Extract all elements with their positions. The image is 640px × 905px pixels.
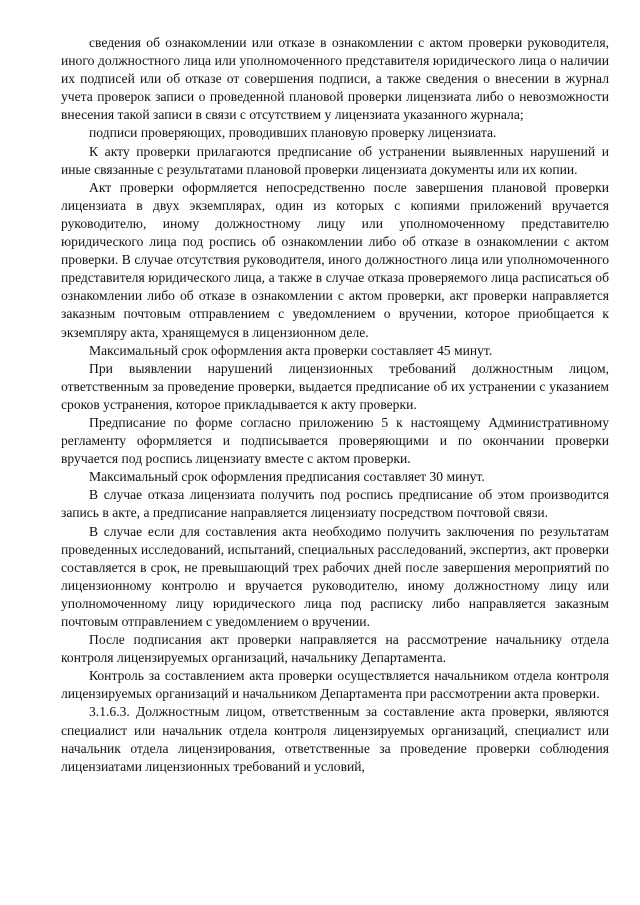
paragraph: Контроль за составлением акта проверки осуществляется начальником отдела контроля лицензируемых организаций и начальником Департамента при рассмотрении акта проверки. <box>61 668 609 702</box>
paragraph: Максимальный срок оформления предписания составляет 30 минут. <box>89 469 485 485</box>
paragraph: Предписание по форме согласно приложению 5 к настоящему Административному регламенту оформляется и подписывается проверяющими и по окончании проверки вручается под роспись лицензиату вместе с актом проверки. <box>61 414 609 467</box>
paragraph: После подписания акт проверки направляется на рассмотрение начальнику отдела контроля лицензируемых организаций, начальнику Департамента. <box>61 632 609 666</box>
paragraph: В случае если для составления акта необходимо получить заключения по результатам проведенных исследований, испытаний, специальных расследований, экспертиз, акт проверки составляется в срок, не превышающий трех рабочих дней после завершения мероприятий по лицензионному контролю и вручается руководителю, иному должностному лицу или уполномоченному лицу юридического лица под расписку либо направляется заказным почтовым отправлением с уведомлением о вручении. <box>61 523 609 629</box>
paragraph: подписи проверяющих, проводивших плановую проверку лицензиата. <box>89 125 497 141</box>
document-page <box>61 34 609 776</box>
paragraph: Акт проверки оформляется непосредственно после завершения плановой проверки лицензиата в двух экземплярах, один из которых с копиями приложений вручается руководителю, иному должностному лицу или уполномоченному представителю юридического лица под роспись об ознакомлении либо об отказе в ознакомлении с актом проверки. В случае отсутствия руководителя, иного должностного лица или уполномоченного представителя юридического лица, а также в случае отказа проверяемого лица расписаться об ознакомлении либо об отказе в ознакомлении с актом проверки, акт проверки направляется заказным почтовым отправлением с уведомлением о вручении, которое приобщается к экземпляру акта, хранящемуся в лицензионном деле. <box>61 179 609 340</box>
paragraph: При выявлении нарушений лицензионных требований должностным лицом, ответственным за проведение проверки, выдается предписание об их устранении с указанием сроков устранения, которое прикладывается к акту проверки. <box>61 360 609 412</box>
paragraph: Максимальный срок оформления акта проверки составляет 45 минут. <box>89 342 493 358</box>
paragraph-continuation: сведения об ознакомлении или отказе в ознакомлении с актом проверки руководителя, иного должностного лица или уполномоченного представителя юридического лица о наличии их подписей или об отказе от совершения подписи, а также сведения о внесении в журнал учета проверок записи о проведенной плановой проверки лицензиата либо о невозможности внесения такой записи в связи с отсутствием у лицензиата указанного журнала; <box>61 35 609 123</box>
paragraph: 3.1.6.3. Должностным лицом, ответственным за составление акта проверки, являются специалист или начальник отдела контроля лицензируемых организаций, специалист или начальник отдела лицензирования, ответственные за проведение проверки соблюдения лицензиатами лицензионных требований и условий, <box>61 704 609 774</box>
paragraph: В случае отказа лицензиата получить под роспись предписание об этом производится запись в акте, а предписание направляется лицензиату посредством почтовой связи. <box>61 487 609 521</box>
paragraph: К акту проверки прилагаются предписание об устранении выявленных нарушений и иные связанные с результатами плановой проверки лицензиата документы или их копии. <box>61 143 609 177</box>
